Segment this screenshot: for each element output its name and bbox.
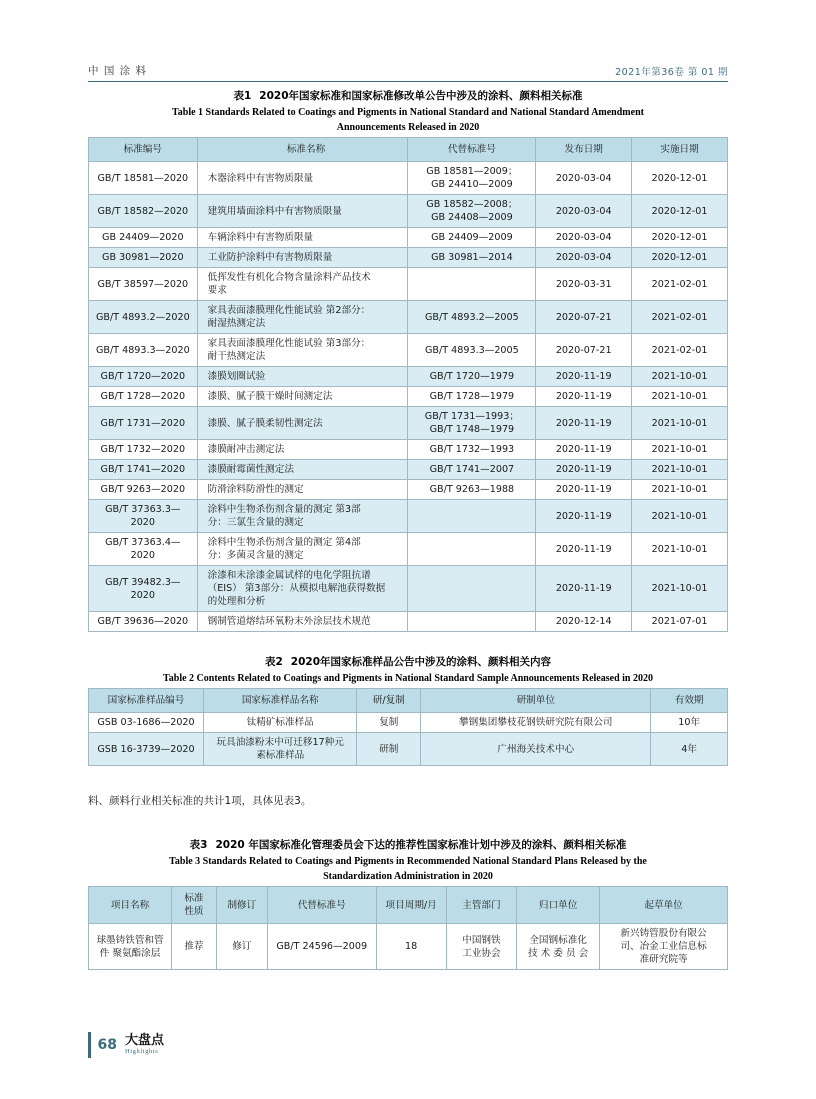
table2 [88, 688, 728, 766]
column-header: 研/复制 [357, 689, 421, 713]
table-cell: 2020-11-19 [536, 367, 632, 387]
table2-caption [88, 654, 728, 686]
table-cell: 2020-03-04 [536, 228, 632, 248]
column-header: 归口单位 [517, 887, 600, 924]
table1-body [89, 138, 728, 632]
footer-label-cn: 大盘点 [124, 1033, 164, 1048]
column-header: 发布日期 [536, 138, 632, 162]
table-cell: 木器涂料中有害物质限量 [197, 162, 408, 195]
table-cell: 2021-10-01 [632, 440, 728, 460]
table-row [89, 162, 728, 195]
table1-caption-cn-text: 2020年国家标准和国家标准修改单公告中涉及的涂料、颜料相关标准 [259, 90, 583, 102]
table-row [89, 924, 728, 970]
table-cell: 钢制管道熔结环氧粉末外涂层技术规范 [197, 612, 408, 632]
table-cell: 钛精矿标准样品 [204, 713, 357, 733]
table-cell: 2021-10-01 [632, 387, 728, 407]
table-cell: GB/T 37363.4—2020 [89, 533, 198, 566]
table1 [88, 137, 728, 632]
table-cell: GB/T 39482.3—2020 [89, 566, 198, 612]
table-row [89, 228, 728, 248]
table-cell: 玩具油漆粉末中可迁移17种元 素标准样品 [204, 733, 357, 766]
table-cell: GB/T 1731—2020 [89, 407, 198, 440]
table2-body [89, 689, 728, 766]
table-cell: GB/T 1728—2020 [89, 387, 198, 407]
table-row [89, 612, 728, 632]
table-row [89, 387, 728, 407]
footer-label-en: Highlights [124, 1048, 159, 1055]
table-cell: 2020-12-01 [632, 228, 728, 248]
table-cell: 2021-10-01 [632, 367, 728, 387]
running-head [88, 56, 728, 82]
table3-caption-en-line2: Standardization Administration in 2020 [323, 871, 493, 882]
table1-caption [88, 88, 728, 135]
table-cell: GB/T 4893.3—2005 [408, 334, 536, 367]
table-header-row [89, 138, 728, 162]
table-cell: GSB 16-3739—2020 [89, 733, 204, 766]
table-cell: 2020-11-19 [536, 387, 632, 407]
table-cell: 全国钢标准化 技 术 委 员 会 [517, 924, 600, 970]
table-cell: 2020-12-01 [632, 195, 728, 228]
column-header: 项目名称 [89, 887, 172, 924]
table-cell: 2021-10-01 [632, 533, 728, 566]
table-cell: 2020-03-04 [536, 195, 632, 228]
table3-body [89, 887, 728, 970]
table1-caption-en-line1: Table 1 Standards Related to Coatings and Pigments in National Standard and National Standard Amendment [172, 107, 644, 118]
table1-caption-cn [88, 88, 728, 105]
table-cell: 2020-03-04 [536, 162, 632, 195]
table-cell: GB 24409—2020 [89, 228, 198, 248]
column-header: 国家标准样品名称 [204, 689, 357, 713]
content-area [88, 88, 728, 970]
table-header-row [89, 689, 728, 713]
table-cell: 2020-11-19 [536, 566, 632, 612]
table-cell: 广州海关技术中心 [421, 733, 651, 766]
table-cell: GSB 03-1686—2020 [89, 713, 204, 733]
table-cell [408, 566, 536, 612]
table-cell: 新兴铸管股份有限公 司、冶金工业信息标 准研究院等 [600, 924, 728, 970]
table-cell: 涂漆和未涂漆金属试样的电化学阻抗谱 （EIS） 第3部分：从模拟电解池获得数据 的处理和分析 [197, 566, 408, 612]
column-header: 标准编号 [89, 138, 198, 162]
table-cell [408, 268, 536, 301]
table-cell: 车辆涂料中有害物质限量 [197, 228, 408, 248]
footer-accent-bar [88, 1032, 91, 1058]
table-cell: 2020-12-14 [536, 612, 632, 632]
table-cell: GB/T 4893.2—2005 [408, 301, 536, 334]
footer-section-label [125, 1034, 164, 1056]
table-cell: 4年 [651, 733, 728, 766]
table-cell: 球墨铸铁管和管 件 聚氨酯涂层 [89, 924, 172, 970]
spacer-1 [88, 632, 728, 654]
table-row [89, 248, 728, 268]
table-row [89, 407, 728, 440]
issue-info: 2021年第36卷 第 01 期 [615, 67, 728, 78]
table-cell: GB 18582—2008； GB 24408—2009 [408, 195, 536, 228]
table-cell: 漆膜耐霉菌性测定法 [197, 460, 408, 480]
table2-caption-cn-num: 表2 [264, 656, 283, 668]
table-cell: GB/T 24596—2009 [267, 924, 376, 970]
table-row [89, 533, 728, 566]
table-row [89, 733, 728, 766]
table-cell: 工业防护涂料中有害物质限量 [197, 248, 408, 268]
table-cell: 中国钢铁 工业协会 [446, 924, 516, 970]
table-cell: 2021-02-01 [632, 301, 728, 334]
table-cell: 研制 [357, 733, 421, 766]
table-cell: 涂料中生物杀伤剂含量的测定 第3部 分：三氯生含量的测定 [197, 500, 408, 533]
table-cell: GB/T 1728—1979 [408, 387, 536, 407]
table-cell: 2021-10-01 [632, 500, 728, 533]
column-header: 标准 性质 [172, 887, 217, 924]
table-cell: GB/T 18581—2020 [89, 162, 198, 195]
table-cell: 漆膜、腻子膜柔韧性测定法 [197, 407, 408, 440]
table-cell: 2021-02-01 [632, 334, 728, 367]
column-header: 有效期 [651, 689, 728, 713]
table-cell: GB 18581—2009； GB 24410—2009 [408, 162, 536, 195]
table-cell: 家具表面漆膜理化性能试验 第2部分： 耐湿热测定法 [197, 301, 408, 334]
table2-caption-cn [88, 654, 728, 671]
table-cell: GB/T 1732—2020 [89, 440, 198, 460]
table-cell: 2020-12-01 [632, 248, 728, 268]
table-cell [408, 533, 536, 566]
table-cell: GB/T 9263—2020 [89, 480, 198, 500]
column-header: 实施日期 [632, 138, 728, 162]
table-cell: 推荐 [172, 924, 217, 970]
table-cell: 18 [376, 924, 446, 970]
column-header: 项目周期/月 [376, 887, 446, 924]
table-row [89, 440, 728, 460]
table-row [89, 301, 728, 334]
table-cell: 2020-11-19 [536, 460, 632, 480]
table-cell: 漆膜划圈试验 [197, 367, 408, 387]
column-header: 研制单位 [421, 689, 651, 713]
table-cell: 2020-12-01 [632, 162, 728, 195]
table-cell: GB/T 1741—2020 [89, 460, 198, 480]
table-cell: GB/T 1741—2007 [408, 460, 536, 480]
body-paragraph: 料、颜料行业相关标准的共计1项，具体见表3。 [88, 795, 312, 807]
table-cell: 2020-11-19 [536, 440, 632, 460]
table-cell: GB/T 38597—2020 [89, 268, 198, 301]
table-cell: 建筑用墙面涂料中有害物质限量 [197, 195, 408, 228]
table-cell: 漆膜耐冲击测定法 [197, 440, 408, 460]
table-cell: GB/T 37363.3—2020 [89, 500, 198, 533]
table-cell: 复制 [357, 713, 421, 733]
table2-caption-cn-text: 2020年国家标准样品公告中涉及的涂料、颜料相关内容 [290, 656, 552, 668]
page-number: 68 [97, 1037, 117, 1053]
table-cell: 2021-10-01 [632, 407, 728, 440]
column-header: 标准名称 [197, 138, 408, 162]
table-cell: GB/T 4893.2—2020 [89, 301, 198, 334]
table-cell: 2021-02-01 [632, 268, 728, 301]
table-cell: 2020-11-19 [536, 407, 632, 440]
table-cell: GB/T 1732—1993 [408, 440, 536, 460]
table-cell: GB 24409—2009 [408, 228, 536, 248]
column-header: 代替标准号 [408, 138, 536, 162]
table-row [89, 195, 728, 228]
table-cell: GB/T 9263—1988 [408, 480, 536, 500]
table1-caption-en-line2: Announcements Released in 2020 [336, 122, 480, 133]
table-cell: GB/T 39636—2020 [89, 612, 198, 632]
table-row [89, 334, 728, 367]
table1-caption-cn-num: 表1 [233, 90, 252, 102]
table3-caption-en-line1: Table 3 Standards Related to Coatings and Pigments in Recommended National Standard Plans Released by the [169, 856, 647, 867]
table-cell: 2020-07-21 [536, 334, 632, 367]
table-cell: 2020-11-19 [536, 480, 632, 500]
table-cell: 2020-03-31 [536, 268, 632, 301]
table-cell: 2020-03-04 [536, 248, 632, 268]
table-cell: 低挥发性有机化合物含量涂料产品技术 要求 [197, 268, 408, 301]
table-cell: GB/T 1720—1979 [408, 367, 536, 387]
table-cell: 修订 [216, 924, 267, 970]
table-row [89, 367, 728, 387]
table-cell: GB/T 4893.3—2020 [89, 334, 198, 367]
column-header: 制修订 [216, 887, 267, 924]
column-header: 国家标准样品编号 [89, 689, 204, 713]
table-cell: 2021-07-01 [632, 612, 728, 632]
table3-caption [88, 837, 728, 884]
table-row [89, 268, 728, 301]
table-cell: GB/T 18582—2020 [89, 195, 198, 228]
table2-caption-en: Table 2 Contents Related to Coatings and Pigments in National Standard Sample Announcements Released in 2020 [163, 673, 653, 684]
table-row [89, 713, 728, 733]
table3-caption-cn-text: 2020 年国家标准化管理委员会下达的推荐性国家标准计划中涉及的涂料、颜料相关标准 [215, 839, 627, 851]
table-cell: 家具表面漆膜理化性能试验 第3部分： 耐干热测定法 [197, 334, 408, 367]
table3 [88, 886, 728, 970]
table-header-row [89, 887, 728, 924]
table-cell: 防滑涂料防滑性的测定 [197, 480, 408, 500]
table-row [89, 566, 728, 612]
table-cell: 攀钢集团攀枝花钢铁研究院有限公司 [421, 713, 651, 733]
table-cell: 2021-10-01 [632, 566, 728, 612]
table-cell: 2021-10-01 [632, 460, 728, 480]
page-footer [88, 1031, 164, 1059]
column-header: 起草单位 [600, 887, 728, 924]
table3-caption-cn [88, 837, 728, 854]
table-row [89, 460, 728, 480]
journal-name: 中 国 涂 料 [88, 65, 148, 77]
table-cell: 涂料中生物杀伤剂含量的测定 第4部 分：多菌灵含量的测定 [197, 533, 408, 566]
table-cell: 10年 [651, 713, 728, 733]
table-cell: GB/T 1731—1993； GB/T 1748—1979 [408, 407, 536, 440]
table-cell [408, 612, 536, 632]
column-header: 主管部门 [446, 887, 516, 924]
table3-caption-cn-num: 表3 [189, 839, 208, 851]
table-cell: 2020-11-19 [536, 533, 632, 566]
table-cell: 2020-11-19 [536, 500, 632, 533]
table-cell: 漆膜、腻子膜干燥时间测定法 [197, 387, 408, 407]
table-row [89, 500, 728, 533]
table-cell [408, 500, 536, 533]
column-header: 代替标准号 [267, 887, 376, 924]
table-cell: 2020-07-21 [536, 301, 632, 334]
table-row [89, 480, 728, 500]
table-cell: 2021-10-01 [632, 480, 728, 500]
table-cell: GB 30981—2014 [408, 248, 536, 268]
table-cell: GB/T 1720—2020 [89, 367, 198, 387]
table-cell: GB 30981—2020 [89, 248, 198, 268]
